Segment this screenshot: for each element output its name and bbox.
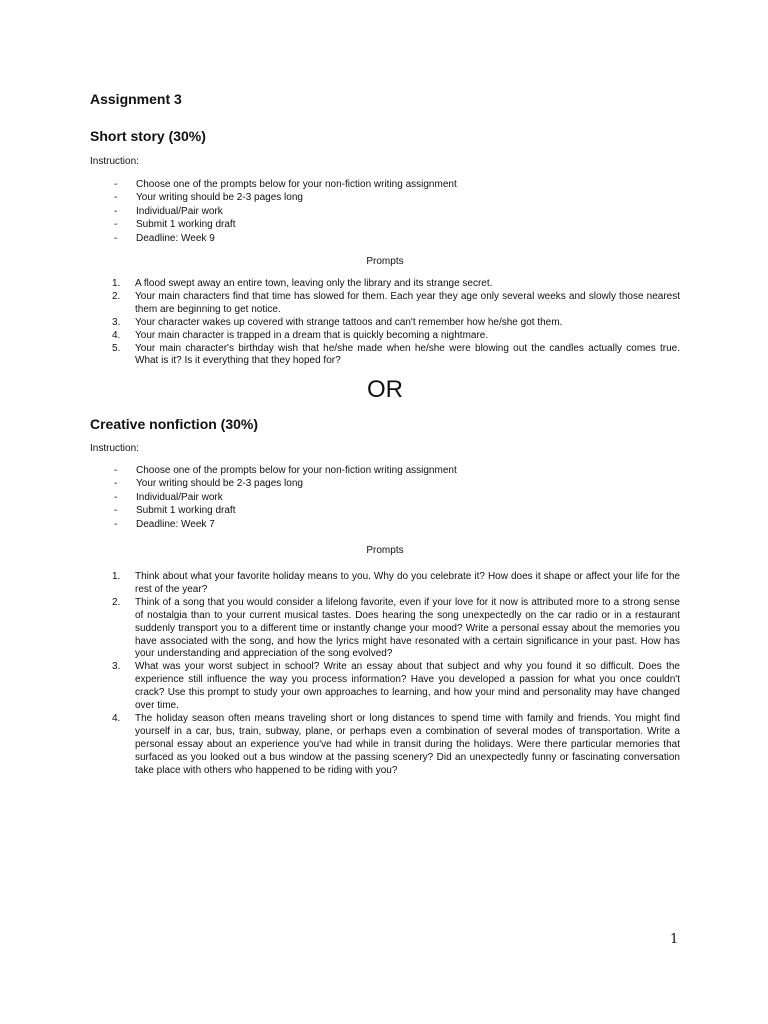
instruction-item: - Individual/Pair work [90,205,457,218]
prompt-item: 3. Your character wakes up covered with strange tattoos and can't remember how he/she got them. [112,316,563,328]
prompt-item: 1. Think about what your favorite holiday means to you. Why do you celebrate it? How does it shape or affect your life for the rest of the year? [112,571,680,595]
or-separator: OR [367,376,403,403]
creative-nonfiction-prompts [90,571,680,778]
prompt-item: 5. Your main character's birthday wish that he/she made when he/she were blowing out the candles actually comes true. What is it? Is it everything that they hoped for? [112,342,680,367]
instruction-item: - Choose one of the prompts below for your non-fiction writing assignment [90,178,457,191]
prompt-item: 2. Your main characters find that time has slowed for them. Each year they age only several weeks and slowly those nearest them are beginning to get notice. [112,290,680,315]
instruction-item: - Deadline: Week 9 [90,232,457,245]
instruction-item: - Individual/Pair work [90,491,457,504]
assignment-title: Assignment 3 [90,91,182,107]
short-story-instructions [90,178,457,245]
prompt-item: 2. Think of a song that you would consider a lifelong favorite, even if your love for it now is attributed more to a strong sense of nostalgia than to your current musical tastes. Does hearing the song unexpectedly on the car radio or in a restaurant suddenly transport you to a different time or instantly change your mood? Write a personal essay about the memories you have associated with the song, and how the lyrics might have resonated with a certain significance in your past. How has your understanding and appreciation of the song evolved? [112,596,680,660]
instruction-item: - Choose one of the prompts below for your non-fiction writing assignment [90,464,457,477]
page-number: 1 [670,932,679,947]
creative-nonfiction-prompts-label: Prompts [366,545,404,556]
creative-nonfiction-instruction-label: Instruction: [90,443,139,454]
short-story-prompts [90,278,680,368]
instruction-item: - Deadline: Week 7 [90,518,457,531]
prompt-item: 4. The holiday season often means traveling short or long distances to spend time with family and friends. You might find yourself in a car, bus, train, subway, plane, or perhaps even a combination of several modes of transportation. Write a personal essay about an experience you've had while in transit during the holidays. Were there particular memories that surfaced as you looked out a bus window at the passing scenery? Did an unexpectedly funny or fascinating conversation take place with others who happened to be riding with you? [112,712,680,776]
creative-nonfiction-heading: Creative nonfiction (30%) [90,416,259,432]
short-story-instruction-label: Instruction: [90,156,139,167]
prompt-item: 1. A flood swept away an entire town, leaving only the library and its strange secret. [112,278,493,289]
instruction-item: - Submit 1 working draft [90,218,457,231]
prompt-item: 4. Your main character is trapped in a dream that is quickly becoming a nightmare. [112,329,489,341]
instruction-item: - Your writing should be 2-3 pages long [90,191,457,204]
instruction-item: - Submit 1 working draft [90,504,457,517]
short-story-prompts-label: Prompts [366,256,404,267]
short-story-heading: Short story (30%) [90,128,206,144]
instruction-item: - Your writing should be 2-3 pages long [90,477,457,490]
creative-nonfiction-instructions [90,464,457,531]
prompt-item: 3. What was your worst subject in school? Write an essay about that subject and why you found it so difficult. Does the experience still influence the way you process information? Have you developed a passion for what you once couldn't crack? Use this prompt to study your own approaches to learning, and how your mind and personality may have changed over time. [112,661,680,712]
